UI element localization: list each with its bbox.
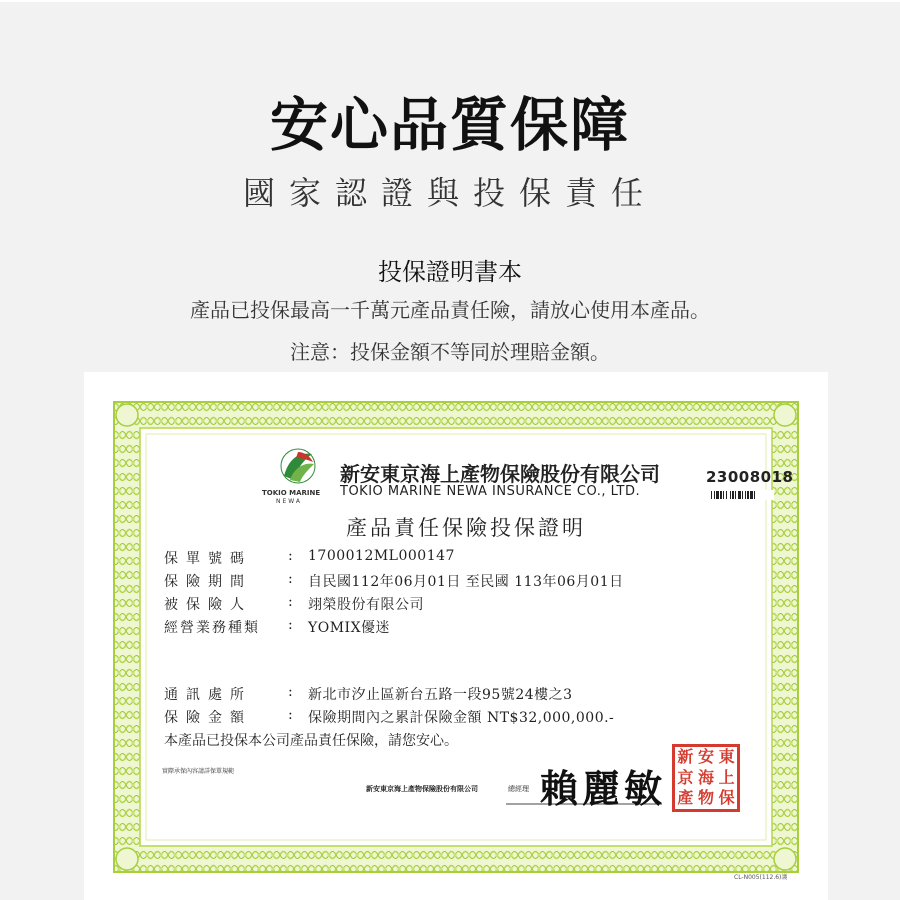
company-name-en: TOKIO MARINE NEWA INSURANCE CO., LTD. [340, 484, 641, 499]
field-colon: : [288, 617, 293, 633]
field-colon: : [288, 571, 293, 587]
barcode-bar [735, 491, 736, 499]
barcode-bar [732, 491, 734, 499]
page-subtitle: 國家認證與投保責任 [242, 174, 657, 212]
field-colon: : [288, 684, 293, 700]
barcode-bar [754, 491, 755, 499]
logo-wordmark: TOKIO MARINE [262, 489, 321, 497]
policy-number-value: 1700012ML000147 [308, 548, 455, 564]
corner-ornament [774, 848, 796, 870]
company-seal-stamp: 新 安 東 京 海 上 產 物 保 [672, 744, 740, 812]
barcode-bar [716, 491, 719, 499]
barcode-bar [742, 491, 743, 499]
company-name-zh: 新安東京海上產物保險股份有限公司 [340, 462, 660, 486]
barcode-bar [714, 491, 715, 499]
address-value: 新北市汐止區新台五路一段95號24樓之3 [308, 687, 573, 703]
tokio-marine-logo-icon [281, 449, 315, 483]
amount-value: 保險期間內之累計保險金額 NT$32,000,000.- [308, 710, 615, 726]
field-colon: : [288, 594, 293, 610]
signatory-company: 新安東京海上產物保險股份有限公司 [366, 785, 478, 793]
business-value: YOMIX優迷 [308, 620, 391, 636]
business-label: 經營業務種類 [164, 620, 260, 636]
barcode-bar [738, 491, 741, 499]
barcode-bar [726, 491, 727, 499]
barcode-bar [747, 491, 749, 499]
barcode-bar [720, 491, 722, 499]
page-title: 安心品質保障 [269, 91, 630, 159]
barcode-bar [723, 491, 724, 499]
policy-number-label: 保單號碼 [164, 551, 252, 567]
barcode-bar [711, 491, 712, 499]
form-code: CL-N005(112.6)護 [734, 874, 788, 881]
insurance-certificate [84, 372, 828, 900]
barcode-bar [745, 491, 746, 499]
signature: 賴麗敏 [540, 766, 667, 811]
coverage-footnote: 實際承保內容請詳保單規範 [162, 768, 235, 775]
field-colon: : [288, 707, 293, 723]
section-title: 投保證明書本 [378, 258, 522, 286]
intro-description: 產品已投保最高一千萬元產品責任險，請放心使用本產品。 [190, 298, 710, 322]
insured-label: 被保險人 [164, 597, 252, 613]
top-divider [0, 0, 900, 2]
certificate-note: 本產品已投保本公司產品責任保險，請您安心。 [164, 733, 458, 749]
barcode-bar [750, 491, 753, 499]
period-label: 保險期間 [164, 574, 252, 590]
period-value: 自民國112年06月01日 至民國 113年06月01日 [308, 574, 624, 590]
corner-ornament [116, 404, 138, 426]
certificate-title: 產品責任保險投保證明 [346, 516, 586, 540]
signatory-role: 總經理 [508, 785, 529, 793]
corner-ornament [116, 848, 138, 870]
corner-ornament [774, 404, 796, 426]
address-label: 通訊處所 [164, 687, 252, 703]
insured-value: 翊榮股份有限公司 [308, 597, 424, 613]
barcode-bar [730, 491, 731, 499]
field-colon: : [288, 548, 293, 564]
logo-wordmark-sub: NEWA [276, 498, 302, 505]
intro-notice: 注意：投保金額不等同於理賠金額。 [290, 340, 610, 364]
serial-number: 23008018 [706, 468, 794, 486]
amount-label: 保險金額 [164, 710, 252, 726]
barcode-icon [710, 490, 774, 500]
